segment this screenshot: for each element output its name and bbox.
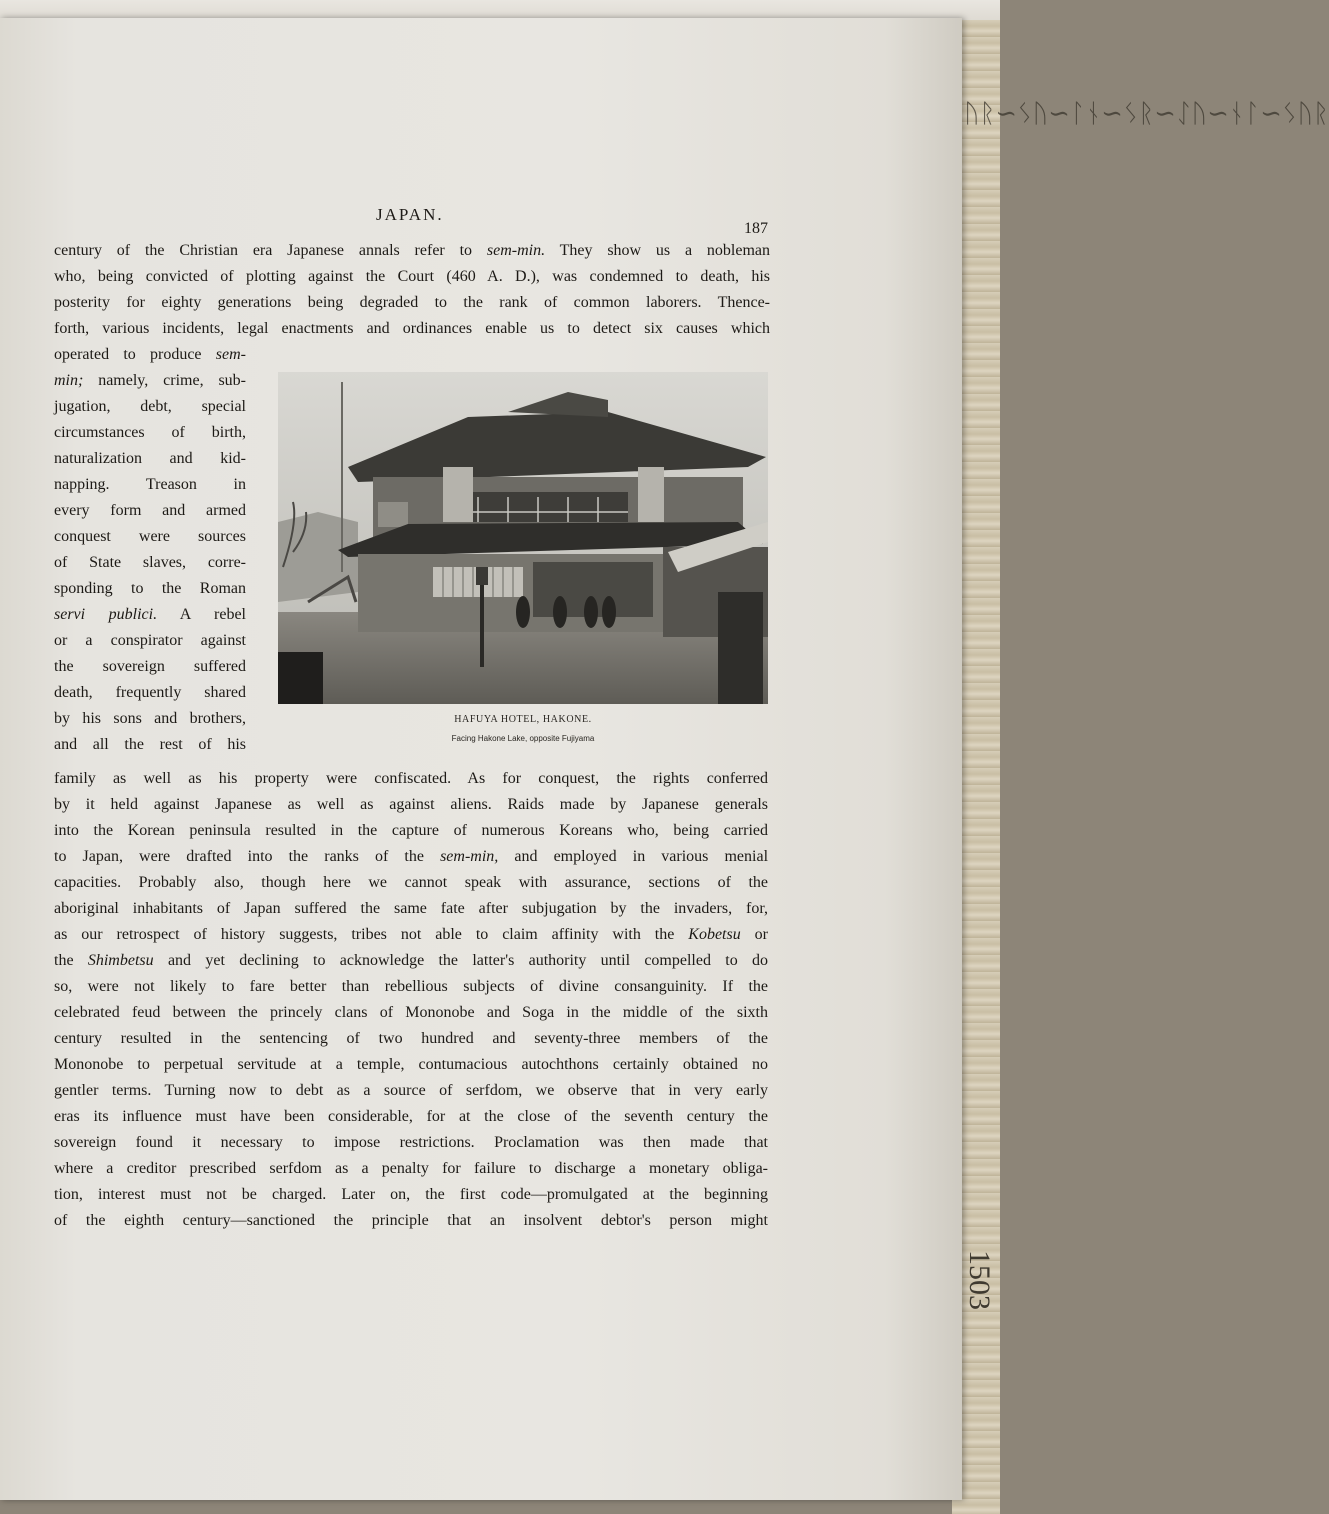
side-column-line: sponding to the Roman <box>54 580 246 597</box>
top-paragraph <box>54 238 770 342</box>
bottom-paragraph-line: sovereign found it necessary to impose restrictions. Proclamation was then made that <box>54 1134 768 1151</box>
page-number: 187 <box>744 220 768 237</box>
bottom-paragraph-line: into the Korean peninsula resulted in the capture of numerous Koreans who, being carried <box>54 822 768 839</box>
side-column-line: napping. Treason in <box>54 476 246 493</box>
bottom-paragraph-line: gentler terms. Turning now to debt as a source of serfdom, we observe that in very early <box>54 1082 768 1099</box>
bottom-paragraph-line: tion, interest must not be charged. Later on, the first code—promulgated at the beginning <box>54 1186 768 1203</box>
photograph-illustration <box>278 372 768 704</box>
bottom-paragraph-line: eras its influence must have been considerable, for at the close of the seventh century the <box>54 1108 768 1125</box>
bottom-paragraph-line: family as well as his property were confiscated. As for conquest, the rights conferred <box>54 770 768 787</box>
figure-caption: HAFUYA HOTEL, HAKONE. <box>454 714 592 725</box>
side-column-line: of State slaves, corre- <box>54 554 246 571</box>
side-column-line: servi publici. A rebel <box>54 606 246 623</box>
side-column-text <box>54 342 246 758</box>
top-paragraph-line: who, being convicted of plotting against the Court (460 A. D.), was condemned to death, his <box>54 268 770 285</box>
bottom-paragraph-line: as our retrospect of history suggests, tribes not able to claim affinity with the Kobetsu or <box>54 926 768 943</box>
bottom-paragraph-line: so, were not likely to fare better than rebellious subjects of divine consanguinity. If the <box>54 978 768 995</box>
side-column-line: conquest were sources <box>54 528 246 545</box>
hotel-photograph <box>278 372 768 704</box>
side-column-line: min; namely, crime, sub- <box>54 372 246 389</box>
bottom-paragraph-line: capacities. Probably also, though here we cannot speak with assurance, sections of the <box>54 874 768 891</box>
top-paragraph-line: forth, various incidents, legal enactments and ordinances enable us to detect six causes which <box>54 320 770 337</box>
side-column-line: or a conspirator against <box>54 632 246 649</box>
bottom-paragraph-line: century resulted in the sentencing of two hundred and seventy-three members of the <box>54 1030 768 1047</box>
cover-pattern: ᚢᚱ∽ᛊᚢ∽ᛚᚾ∽ᛊᚱ∽ᛇᚢ∽ᚾᛚ∽ᛊᚢᚱ <box>964 99 1329 128</box>
bottom-paragraph-line: of the eighth century—sanctioned the principle that an insolvent debtor's person might <box>54 1212 768 1229</box>
bottom-paragraph-line: by it held against Japanese as well as against aliens. Raids made by Japanese generals <box>54 796 768 813</box>
bottom-paragraph-line: Mononobe to perpetual servitude at a temple, contumacious autochthons certainly obtained no <box>54 1056 768 1073</box>
top-paragraph-line: century of the Christian era Japanese annals refer to sem-min. They show us a nobleman <box>54 242 770 259</box>
top-paragraph-line: posterity for eighty generations being degraded to the rank of common laborers. Thence- <box>54 294 770 311</box>
side-column-line: by his sons and brothers, <box>54 710 246 727</box>
side-column-line: jugation, debt, special <box>54 398 246 415</box>
bottom-paragraph <box>54 766 768 1234</box>
side-column-line: naturalization and kid- <box>54 450 246 467</box>
bottom-paragraph-line: where a creditor prescribed serfdom as a penalty for failure to discharge a monetary obliga- <box>54 1160 768 1177</box>
figure-subcaption: Facing Hakone Lake, opposite Fujiyama <box>451 734 595 743</box>
bottom-paragraph-line: the Shimbetsu and yet declining to acknowledge the latter's authority until compelled to do <box>54 952 769 969</box>
side-column-line: death, frequently shared <box>54 684 246 701</box>
bottom-paragraph-line: to Japan, were drafted into the ranks of the sem-min, and employed in various menial <box>54 848 769 865</box>
side-column-line: operated to produce sem- <box>54 346 246 363</box>
side-column-line: every form and armed <box>54 502 246 519</box>
side-column-line: circumstances of birth, <box>54 424 246 441</box>
page-title: JAPAN. <box>376 205 444 224</box>
bottom-paragraph-line: celebrated feud between the princely clans of Mononobe and Soga in the middle of the sixth <box>54 1004 768 1021</box>
side-column-line: and all the rest of his <box>54 736 246 753</box>
cover-number: 1503 <box>963 1250 996 1310</box>
side-column-line: the sovereign suffered <box>54 658 246 675</box>
bottom-paragraph-line: aboriginal inhabitants of Japan suffered the same fate after subjugation by the invaders, for, <box>54 900 768 917</box>
